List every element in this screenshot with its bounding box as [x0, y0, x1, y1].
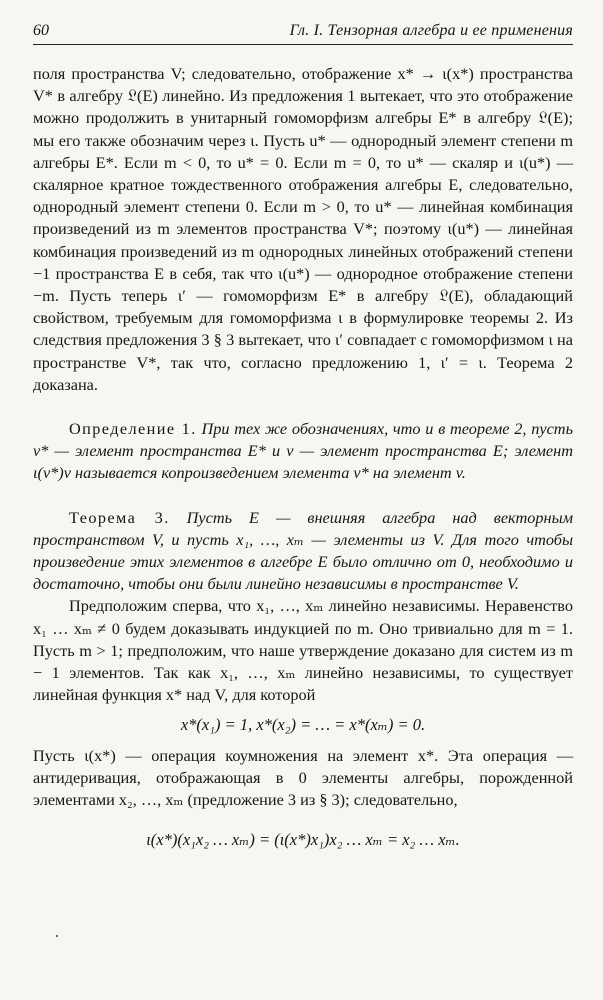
page-number: 60: [33, 22, 49, 39]
theorem-text: Пусть E — внешняя алгебра над векторным пространством V, и пусть x₁, …, xₘ — элементы из V. Для того чтобы произведение этих элементов в алгебре E было отлично от 0, необходимо и достаточно, чтобы они были линейно независимы в пространстве V.: [33, 507, 573, 594]
theorem-3: [33, 507, 573, 596]
theorem-term: Теорема 3.: [69, 507, 170, 527]
formula-comultiplication: ι(x*)(x₁x₂ … xₘ) = (ι(x*)x₁)x₂ … xₘ = x₂ … xₘ.: [146, 830, 460, 850]
paragraph-proof-start: Предположим сперва, что x₁, …, xₘ линейно независимы. Неравенство x₁ … xₘ ≠ 0 будем доказывать индукцией по m. Оно тривиально для m = 1. Пусть m > 1; предположим, что наше утверждение доказано для систем из m − 1 элементов. Так как x₁, …, xₘ линейно независимы, то существует линейная функция x* над V, для которой: [33, 596, 573, 705]
scan-speck: [56, 935, 58, 937]
definition-text: При тех же обозначениях, что и в теореме 2, пусть v* — элемент пространства E* и v — элемент пространства E; элемент ι(v*)v называется копроизведением элемента v* на элемент v.: [33, 419, 573, 483]
definition-1: [33, 418, 573, 485]
definition-term: Определение 1.: [69, 419, 197, 439]
running-title: Гл. I. Тензорная алгебра и ее применения: [289, 22, 573, 39]
page-body: [33, 63, 573, 852]
running-header: [33, 22, 573, 45]
book-page: [33, 22, 573, 860]
paragraph-proof-continuation: поля пространства V; следовательно, отображение x* → ι(x*) пространства V* в алгебру 𝔏(E) линейно. Из предложения 1 вытекает, что это отображение можно продолжить в унитарный гомоморфизм алгебры E* в алгебру 𝔏(E); мы его также обозначим через ι. Пусть u* — однородный элемент степени m алгебры E*. Если m < 0, то u* = 0. Если m = 0, то u* — скаляр и ι(u*) — скалярное кратное тождественного отображения алгебры E, следовательно, однородный элемент степени 0. Если m > 0, то u* — линейная комбинация произведений из m элементов пространства V*; поэтому ι(u*) — линейная комбинация произведений из m однородных линейных отображений степени −1 пространства E в себя, так что ι(u*) — однородное отображение степени −m. Пусть теперь ι′ — гомоморфизм E* в алгебру 𝔏(E), обладающий свойством, требуемым для гомоморфизма ι в формулировке теоремы 2. Из следствия предложения 3 § 3 вытекает, что ι′ совпадает с гомоморфизмом ι на пространстве V*, так что, согласно предложению 1, ι′ = ι. Теорема 2 доказана.: [33, 64, 573, 394]
formula-linear-function: x*(x₁) = 1, x*(x₂) = … = x*(xₘ) = 0.: [180, 715, 426, 735]
paragraph-antiderivation: Пусть ι(x*) — операция коумножения на элемент x*. Эта операция — антидеривация, отображающая в 0 элементы алгебры, порожденной элементами x₂, …, xₘ (предложение 3 из § 3); следовательно,: [33, 745, 573, 810]
